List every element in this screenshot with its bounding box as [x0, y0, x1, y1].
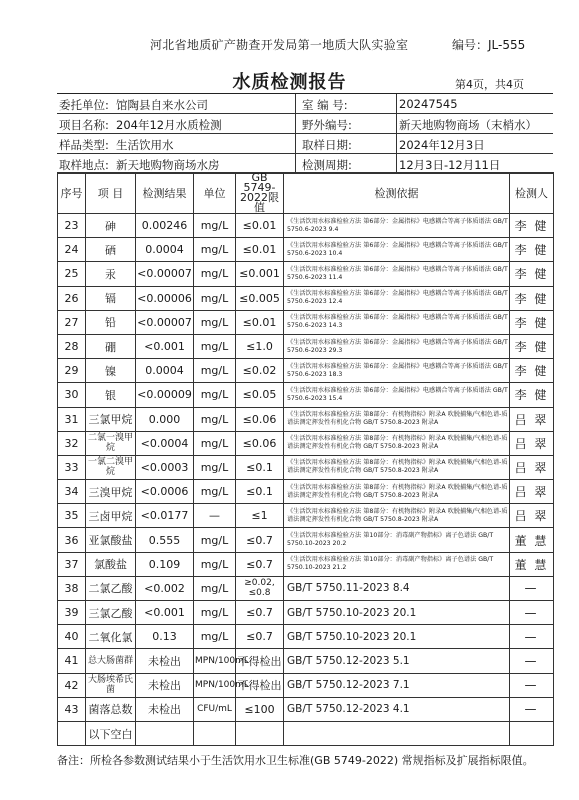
row-no: 37 — [58, 552, 86, 576]
row-unit: mg/L — [194, 310, 236, 334]
sample-date-value: 2024年12月3日 — [399, 138, 485, 152]
row-limit: ≤0.02 — [236, 359, 284, 383]
table-row — [58, 504, 554, 528]
field-value: 新天地购物商场（末梢水） — [399, 118, 537, 132]
sample-meta — [57, 93, 553, 174]
type-value: 生活饮用水 — [116, 138, 174, 152]
row-result: <0.00007 — [136, 262, 194, 286]
field-label: 野外编号: — [302, 118, 352, 132]
row-no: 29 — [58, 359, 86, 383]
row-basis: 《生活饮用水标准检验方法 第8部分：有机物指标》附录A 吹脱捕集/气相色谱-质谱法测定挥发性有机化合物 GB/T 5750.8-2023 附录A — [284, 455, 510, 479]
row-no: 35 — [58, 504, 86, 528]
row-item: 大肠埃希氏菌 — [86, 673, 136, 697]
row-person — [510, 721, 554, 745]
table-row — [58, 697, 554, 721]
row-person: — — [510, 649, 554, 673]
row-basis: 《生活饮用水标准检验方法 第6部分：金属指标》电感耦合等离子体质谱法 GB/T 5750.6-2023 12.4 — [284, 286, 510, 310]
row-unit: MPN/100mL — [194, 673, 236, 697]
row-person: 李 健 — [510, 262, 554, 286]
row-limit: 不得检出 — [236, 673, 284, 697]
row-person: 吕 翠 — [510, 480, 554, 504]
row-unit: mg/L — [194, 552, 236, 576]
row-person: — — [510, 625, 554, 649]
row-limit: ≤0.05 — [236, 383, 284, 407]
project-label: 项目名称: — [59, 118, 109, 132]
row-no: 28 — [58, 334, 86, 358]
row-limit: ≤0.1 — [236, 455, 284, 479]
row-basis: 《生活饮用水标准检验方法 第10部分：消毒副产物指标》离子色谱法 GB/T 5750.10-2023 20.2 — [284, 528, 510, 552]
header-org: 河北省地质矿产勘查开发局第一地质大队实验室 — [150, 38, 409, 52]
row-limit: ≤100 — [236, 697, 284, 721]
row-item: 二氯乙酸 — [86, 576, 136, 600]
row-unit: mg/L — [194, 286, 236, 310]
row-result: <0.00009 — [136, 383, 194, 407]
row-result: 0.0004 — [136, 238, 194, 262]
row-result: 未检出 — [136, 697, 194, 721]
row-result: <0.001 — [136, 334, 194, 358]
meta-row-project — [57, 114, 553, 134]
header-doc-no: 编号：JL-555 — [452, 38, 526, 52]
row-unit: — — [194, 504, 236, 528]
meta-row-place — [57, 154, 553, 174]
row-item: 总大肠菌群 — [86, 649, 136, 673]
row-no: 42 — [58, 673, 86, 697]
table-row — [58, 552, 554, 576]
row-unit: mg/L — [194, 576, 236, 600]
row-result: 0.555 — [136, 528, 194, 552]
row-limit: ≤0.7 — [236, 528, 284, 552]
row-result: <0.001 — [136, 601, 194, 625]
row-person: 吕 翠 — [510, 407, 554, 431]
row-limit: ≤0.001 — [236, 262, 284, 286]
row-no: 27 — [58, 310, 86, 334]
row-item: 三卤甲烷 — [86, 504, 136, 528]
row-result: <0.0177 — [136, 504, 194, 528]
table-row — [58, 286, 554, 310]
row-item: 镍 — [86, 359, 136, 383]
row-person: 李 健 — [510, 214, 554, 238]
row-no: 40 — [58, 625, 86, 649]
row-unit: mg/L — [194, 238, 236, 262]
col-header-no: 序号 — [58, 173, 86, 214]
table-row — [58, 480, 554, 504]
row-person: 董 慧 — [510, 528, 554, 552]
row-basis: 《生活饮用水标准检验方法 第6部分：金属指标》电感耦合等离子体质谱法 GB/T 5750.6-2023 11.4 — [284, 262, 510, 286]
row-limit: ≤0.7 — [236, 625, 284, 649]
row-unit — [194, 721, 236, 745]
row-unit: mg/L — [194, 625, 236, 649]
row-unit: mg/L — [194, 601, 236, 625]
row-limit: ≤0.7 — [236, 601, 284, 625]
row-person: 董 慧 — [510, 552, 554, 576]
row-basis: 《生活饮用水标准检验方法 第6部分：金属指标》电感耦合等离子体质谱法 GB/T 5750.6-2023 15.4 — [284, 383, 510, 407]
table-row — [58, 721, 554, 745]
table-row — [58, 673, 554, 697]
row-limit: ≤0.7 — [236, 552, 284, 576]
row-result: 0.109 — [136, 552, 194, 576]
col-header-result: 检测结果 — [136, 173, 194, 214]
table-row — [58, 214, 554, 238]
col-header-limit: GB 5749-2022限值 — [236, 173, 284, 214]
row-basis: GB/T 5750.10-2023 20.1 — [284, 625, 510, 649]
table-row — [58, 262, 554, 286]
row-item: 镉 — [86, 286, 136, 310]
table-header-row — [58, 173, 554, 214]
row-basis: GB/T 5750.12-2023 5.1 — [284, 649, 510, 673]
row-item: 一氯二溴甲烷 — [86, 455, 136, 479]
col-header-person: 检测人 — [510, 173, 554, 214]
row-unit: mg/L — [194, 383, 236, 407]
table-row — [58, 431, 554, 455]
row-unit: mg/L — [194, 214, 236, 238]
row-limit: ≥0.02, ≤0.8 — [236, 576, 284, 600]
row-unit: mg/L — [194, 359, 236, 383]
table-row — [58, 310, 554, 334]
row-item: 亚氯酸盐 — [86, 528, 136, 552]
row-item: 银 — [86, 383, 136, 407]
row-no: 23 — [58, 214, 86, 238]
table-row — [58, 407, 554, 431]
row-item: 以下空白 — [86, 721, 136, 745]
sample-date-label: 取样日期: — [302, 138, 352, 152]
row-no: 24 — [58, 238, 86, 262]
row-basis: GB/T 5750.12-2023 4.1 — [284, 697, 510, 721]
row-basis: 《生活饮用水标准检验方法 第6部分：金属指标》电感耦合等离子体质谱法 GB/T 5750.6-2023 29.3 — [284, 334, 510, 358]
table-row — [58, 625, 554, 649]
row-no: 43 — [58, 697, 86, 721]
room-label: 室 编 号: — [302, 98, 348, 112]
col-header-item: 项 目 — [86, 173, 136, 214]
table-row — [58, 576, 554, 600]
place-label: 取样地点: — [59, 158, 109, 172]
row-person: 李 健 — [510, 334, 554, 358]
row-limit: ≤0.1 — [236, 480, 284, 504]
row-unit: mg/L — [194, 334, 236, 358]
client-value: 馆陶县自来水公司 — [116, 98, 208, 112]
row-item: 三氯甲烷 — [86, 407, 136, 431]
row-basis: GB/T 5750.11-2023 8.4 — [284, 576, 510, 600]
row-unit: mg/L — [194, 262, 236, 286]
table-row — [58, 383, 554, 407]
row-basis: 《生活饮用水标准检验方法 第8部分：有机物指标》附录A 吹脱捕集/气相色谱-质谱法测定挥发性有机化合物 GB/T 5750.8-2023 附录A — [284, 407, 510, 431]
row-unit: mg/L — [194, 407, 236, 431]
row-result: <0.0006 — [136, 480, 194, 504]
col-header-basis: 检测依据 — [284, 173, 510, 214]
row-result: 0.13 — [136, 625, 194, 649]
row-unit: mg/L — [194, 528, 236, 552]
row-item: 二氯一溴甲烷 — [86, 431, 136, 455]
project-value: 204年12月水质检测 — [116, 118, 222, 132]
row-basis: 《生活饮用水标准检验方法 第6部分：金属指标》电感耦合等离子体质谱法 GB/T 5750.6-2023 14.3 — [284, 310, 510, 334]
client-label: 委托单位: — [59, 98, 109, 112]
results-table — [57, 172, 554, 746]
row-person: 李 健 — [510, 359, 554, 383]
row-no: 36 — [58, 528, 86, 552]
row-item: 砷 — [86, 214, 136, 238]
place-value: 新天地购物商场水房 — [116, 158, 220, 172]
row-no: 25 — [58, 262, 86, 286]
row-result: 0.000 — [136, 407, 194, 431]
meta-row-type — [57, 134, 553, 154]
row-person: 李 健 — [510, 310, 554, 334]
period-label: 检测周期: — [302, 158, 352, 172]
row-basis: 《生活饮用水标准检验方法 第8部分：有机物指标》附录A 吹脱捕集/气相色谱-质谱法测定挥发性有机化合物 GB/T 5750.8-2023 附录A — [284, 480, 510, 504]
row-basis: 《生活饮用水标准检验方法 第10部分：消毒副产物指标》离子色谱法 GB/T 5750.10-2023 21.2 — [284, 552, 510, 576]
row-limit: ≤0.01 — [236, 214, 284, 238]
row-unit: mg/L — [194, 431, 236, 455]
table-row — [58, 359, 554, 383]
table-row — [58, 334, 554, 358]
row-person: — — [510, 697, 554, 721]
col-header-unit: 单位 — [194, 173, 236, 214]
row-person: 吕 翠 — [510, 455, 554, 479]
row-item: 硒 — [86, 238, 136, 262]
table-row — [58, 601, 554, 625]
row-no: 39 — [58, 601, 86, 625]
table-row — [58, 528, 554, 552]
row-unit: mg/L — [194, 480, 236, 504]
row-basis: GB/T 5750.12-2023 7.1 — [284, 673, 510, 697]
row-basis: 《生活饮用水标准检验方法 第6部分：金属指标》电感耦合等离子体质谱法 GB/T 5750.6-2023 18.3 — [284, 359, 510, 383]
row-no: 31 — [58, 407, 86, 431]
row-no: 34 — [58, 480, 86, 504]
row-item: 汞 — [86, 262, 136, 286]
row-person: — — [510, 601, 554, 625]
row-result: 未检出 — [136, 673, 194, 697]
remark-note: 备注：所检各参数测试结果小于生活饮用水卫生标准(GB 5749-2022) 常规指标及扩展指标限值。 — [57, 754, 534, 767]
period-value: 12月3日-12月11日 — [399, 158, 501, 172]
row-item: 硼 — [86, 334, 136, 358]
row-basis: 《生活饮用水标准检验方法 第8部分：有机物指标》附录A 吹脱捕集/气相色谱-质谱法测定挥发性有机化合物 GB/T 5750.8-2023 附录A — [284, 431, 510, 455]
row-person: 吕 翠 — [510, 431, 554, 455]
row-limit: ≤0.06 — [236, 431, 284, 455]
row-no: 38 — [58, 576, 86, 600]
row-person: 李 健 — [510, 238, 554, 262]
row-result: 0.00246 — [136, 214, 194, 238]
row-item: 三氯乙酸 — [86, 601, 136, 625]
row-result: <0.002 — [136, 576, 194, 600]
row-person: — — [510, 576, 554, 600]
row-result: <0.0004 — [136, 431, 194, 455]
row-person: 李 健 — [510, 383, 554, 407]
row-no: 32 — [58, 431, 86, 455]
row-basis: 《生活饮用水标准检验方法 第6部分：金属指标》电感耦合等离子体质谱法 GB/T 5750.6-2023 9.4 — [284, 214, 510, 238]
table-row — [58, 238, 554, 262]
row-result: <0.00006 — [136, 286, 194, 310]
row-result: 0.0004 — [136, 359, 194, 383]
row-basis — [284, 721, 510, 745]
table-row — [58, 649, 554, 673]
room-value: 20247545 — [399, 97, 458, 111]
meta-row-client — [57, 93, 553, 114]
row-result — [136, 721, 194, 745]
row-unit: CFU/mL — [194, 697, 236, 721]
row-no: 26 — [58, 286, 86, 310]
row-no: 41 — [58, 649, 86, 673]
row-result: <0.00007 — [136, 310, 194, 334]
row-limit: ≤0.06 — [236, 407, 284, 431]
row-limit: ≤1 — [236, 504, 284, 528]
row-item: 菌落总数 — [86, 697, 136, 721]
row-basis: GB/T 5750.10-2023 20.1 — [284, 601, 510, 625]
row-person: 李 健 — [510, 286, 554, 310]
row-item: 三溴甲烷 — [86, 480, 136, 504]
row-person: — — [510, 673, 554, 697]
row-item: 二氧化氯 — [86, 625, 136, 649]
row-limit: ≤0.005 — [236, 286, 284, 310]
row-person: 吕 翠 — [510, 504, 554, 528]
row-no: 33 — [58, 455, 86, 479]
page-info: 第4页，共4页 — [455, 78, 524, 91]
row-limit: ≤0.01 — [236, 238, 284, 262]
row-item: 氯酸盐 — [86, 552, 136, 576]
row-limit: 不得检出 — [236, 649, 284, 673]
row-limit: ≤1.0 — [236, 334, 284, 358]
row-no: 30 — [58, 383, 86, 407]
row-basis: 《生活饮用水标准检验方法 第8部分：有机物指标》附录A 吹脱捕集/气相色谱-质谱法测定挥发性有机化合物 GB/T 5750.8-2023 附录A — [284, 504, 510, 528]
table-row — [58, 455, 554, 479]
row-limit — [236, 721, 284, 745]
row-unit: MPN/100mL — [194, 649, 236, 673]
row-result: 未检出 — [136, 649, 194, 673]
row-basis: 《生活饮用水标准检验方法 第6部分：金属指标》电感耦合等离子体质谱法 GB/T 5750.6-2023 10.4 — [284, 238, 510, 262]
type-label: 样品类型: — [59, 138, 109, 152]
row-limit: ≤0.01 — [236, 310, 284, 334]
report-title: 水质检测报告 — [232, 72, 347, 93]
row-item: 铅 — [86, 310, 136, 334]
row-unit: mg/L — [194, 455, 236, 479]
row-no — [58, 721, 86, 745]
row-result: <0.0003 — [136, 455, 194, 479]
